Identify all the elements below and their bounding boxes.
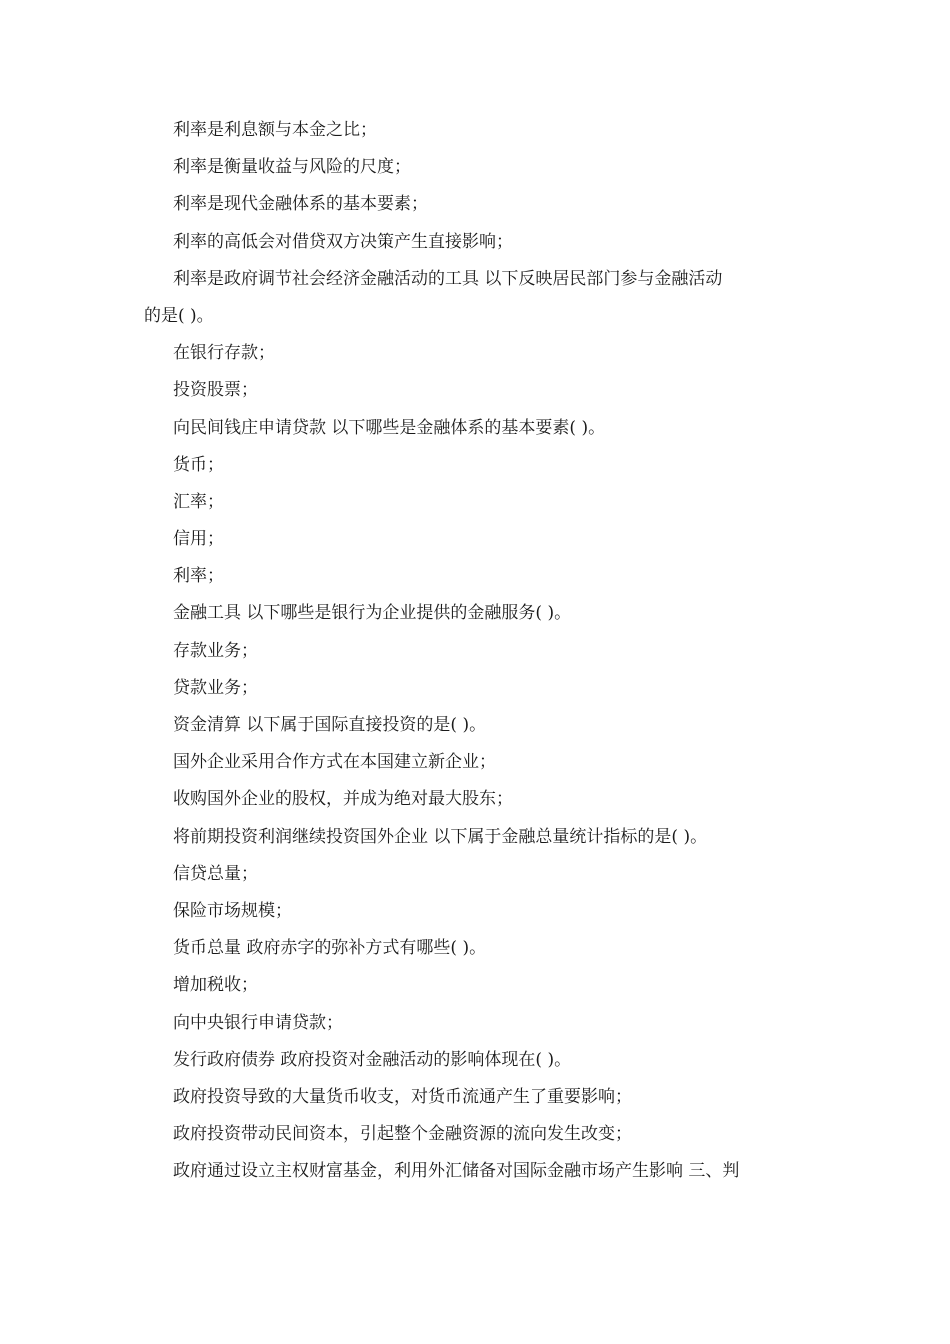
text-line: 信贷总量； [173, 863, 258, 884]
text-line: 利率的高低会对借贷双方决策产生直接影响； [173, 231, 513, 252]
text-line: 向民间钱庄申请贷款 以下哪些是金融体系的基本要素( )。 [173, 417, 606, 438]
text-line: 在银行存款； [173, 343, 275, 364]
text-line: 政府投资导致的大量货币收支，对货币流通产生了重要影响； [173, 1086, 632, 1107]
text-line: 利率； [173, 566, 224, 587]
text-line: 政府投资带动民间资本，引起整个金融资源的流向发生改变； [173, 1124, 632, 1145]
text-line: 存款业务； [173, 640, 258, 661]
text-line: 的是( )。 [144, 305, 214, 326]
text-line: 政府通过设立主权财富基金，利用外汇储备对国际金融市场产生影响 三、判 [173, 1161, 740, 1182]
text-line: 金融工具 以下哪些是银行为企业提供的金融服务( )。 [173, 603, 572, 624]
text-line: 收购国外企业的股权，并成为绝对最大股东； [173, 789, 513, 810]
text-line: 利率是政府调节社会经济金融活动的工具 以下反映居民部门参与金融活动 [173, 268, 723, 289]
text-line: 利率是衡量收益与风险的尺度； [173, 157, 411, 178]
text-line: 增加税收； [173, 975, 258, 996]
text-line: 资金清算 以下属于国际直接投资的是( )。 [173, 715, 487, 735]
text-line: 发行政府债券 政府投资对金融活动的影响体现在( )。 [173, 1049, 572, 1070]
text-line: 利率是利息额与本金之比； [173, 120, 377, 140]
text-line: 国外企业采用合作方式在本国建立新企业； [173, 752, 496, 773]
text-line: 货币总量 政府赤字的弥补方式有哪些( )。 [173, 938, 487, 959]
text-line: 信用； [173, 529, 224, 550]
text-line: 利率是现代金融体系的基本要素； [173, 194, 428, 215]
text-line: 投资股票； [173, 380, 258, 401]
text-line: 汇率； [173, 491, 224, 512]
text-line: 货币； [173, 454, 224, 475]
text-line: 保险市场规模； [173, 900, 292, 921]
text-line: 将前期投资利润继续投资国外企业 以下属于金融总量统计指标的是( )。 [173, 826, 708, 847]
text-line: 贷款业务； [173, 677, 258, 698]
document-body [144, 112, 814, 1190]
text-line: 向中央银行申请贷款； [173, 1012, 343, 1033]
